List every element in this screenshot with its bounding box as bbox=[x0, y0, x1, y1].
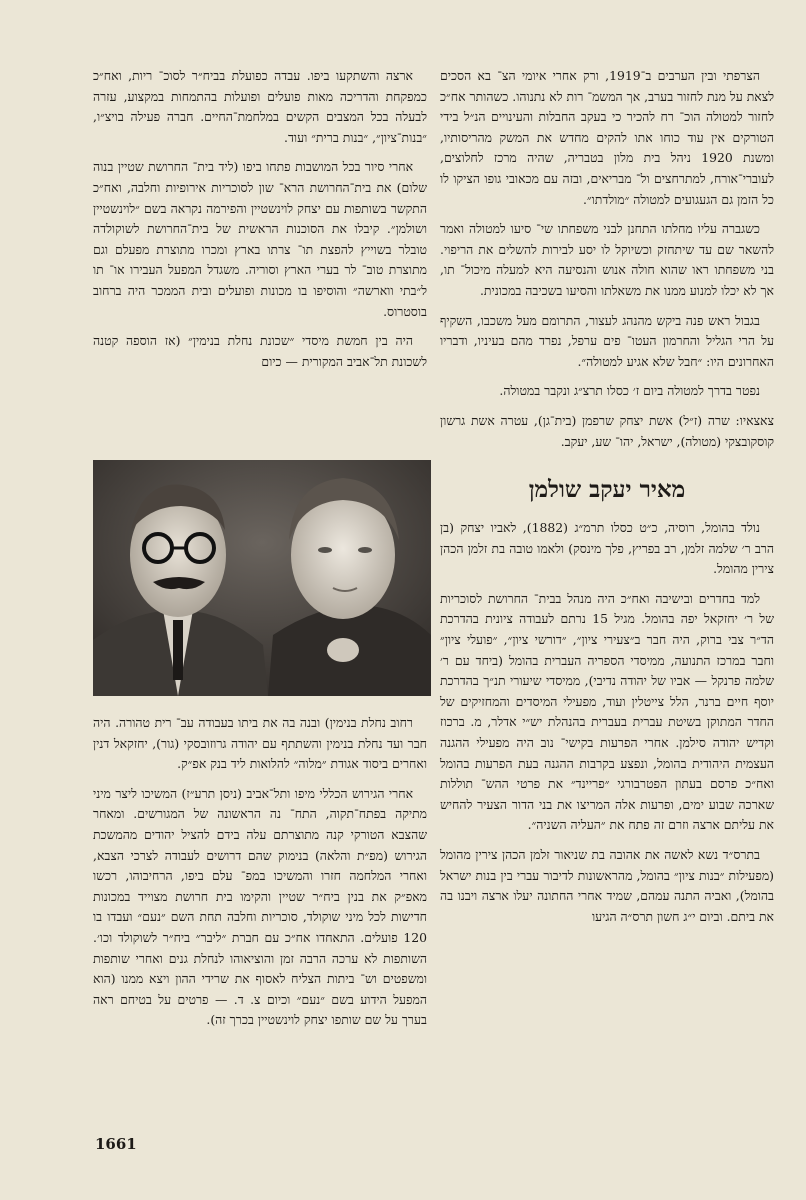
paragraph: אחרי סיור בכל המושבות פתחו ביפו (ליד בית־ החרושת שטיין בנוה שלום) את בית־החרושת הרא־ שון לסוכריות אירופיות וחלבה, ואח״כ התקשר בשותפות עם יצחק לוינשטיין והפירמה נקראה בשם ״לוינשטיין ושולמן״. קיבלו את הסוכנות הראשית של בית־החרושת לשוקולדה טובלר בשוייץ להפצת תו־ צרתו בארץ ומכרו מתוצרת מפעלם וגם מתוצרת טוב־ לר בערי הארץ וסוריה. משגדל המפעל העבירו או־ תו ל״בתי ווארשה״ והוסיפו בו מכונות ופועלים ובית הממכר היה ברחוב בוסטרוס. bbox=[93, 159, 427, 319]
paragraph: הצרפתי ובין הערבים ב־1919, ורק אחרי איומי הצ־ בא הסכים לצאת על מנת לחזור בערב, אך המשמ־ רות לא נתנוהו. כשהותר אח״כ לחזור למטולה הוכ־ רח להכיר כי בעקב החבלות והעינויים הנ״ל בידי הטורקים אין עוד כוחו אתו להקים מחדש את המשק מהריסותיו, ומשנת 1920 ניהל בית מלון בטבריה, שהיה מרכז לחלוצים, לעוברי־אורח, למתרחצים ול־ מבריאים, ובזה עם מכאובי גופו הציקו לו כל הזמן גם הגעגועים למטולה ״מולדתו״. bbox=[440, 68, 774, 207]
entry-heading: מאיר יעקב שולמן bbox=[528, 476, 686, 504]
paragraph: בגבול ראש פנה ביקש מהנהג לעצור, התרומם מעל משכבו, השקיף על הרי הגליל והחרמון העטו־ פים ערפל, נפרד מהם בעיניו, ודבריו האחרונים היו: ״חבל שלא אגיע למטולה״. bbox=[440, 312, 774, 369]
left-column-bottom bbox=[93, 713, 427, 1040]
paragraph: למד בחדרים ובישיבה ואח״כ היה מנהל בבית־ החרושת לסוכריות של ר׳ יחזקאל יפה בהומל. מגיל 15 נרתם לעבודה ציונית בהדרכת הד״ר צבי ברוק, היה חבר ב״צעירי ציון״, ״דורשי ציון״, ״פועלי ציון״ וחבר במרכז התנועה, ממיסדי הספריה העברית בהומל (ביחד עם ר׳ שלמה פרנקל — אביו של יהודה נדיבי), ממיסדי שיעורי תנ״ך בהדרכת יוסף חיים ברנר, הלל צייטלין ועוד, מפעילי המיסדים והמחזיקים של החדר המתוקן בשיטת עברית בעברית בהנהלת יש״י אדלר, מ. ברכוז וקדיש יהודה סילמן. אחרי הפרעות בקישי־ נוב היה מפעילי ההגנה העצמית היהודית בהומל, ונפצע בקרבות ההגנה בעת הפרעות בהומל ואח״כ פרסם בעתון הפטרבורגי ״פריינד״ את פרטי ההש־ תוללות שארכה שבוע ימים, ופרעות אלה המריצו את בני הדור הצעיר להחיש את עליתם ארצה וזרם זה פתח את ״העליה השניה״. bbox=[440, 590, 775, 833]
portrait-photo bbox=[93, 460, 431, 696]
paragraph: כשגברה עליו מחלתו התחנן לבני משפחתו שי־ סיעו למטולה ואמר להשאר שם עד שיתחזק וכשיוקל לו יסע לבירות להשלים את הריפוי. בני משפחתו ראו שהוא חולה אנוש והנסיעה היא למעלה מיכול־ תו, אך לא יכלו למנוע ממנו את משאלתו והסיעו בשכיבה במכונית. bbox=[440, 221, 774, 298]
descendants-list: צאצאיו: שרה (ז״ל) אשת יצחק שרפמן (בית־גן), עטרה אשת גרשון קוסקובצקי (מטולה), ישראל, יהו־ שע, יעקב. bbox=[440, 412, 774, 449]
left-column-top bbox=[93, 66, 427, 381]
paragraph: בתרס״ד נשא לאשה את אהובה בת שניאור זלמן הכהן צירין מהומל (מפעילות ״בנות ציון״ בהומל, מהראשונות לדיבור עברי בין בנות ישראל בהומל), ואביה התנה עמהם, שמיד אחרי החתונה יעלו ארצה ויבנו בה את ביתם. וביום י״ג חשון תרס״ה הגיעו bbox=[440, 847, 774, 924]
paragraph: אחרי הגירוש הכללי מיפו ותל־אביב (ניסן תרע״ז) המשיכו ליצר מיני מתיקה בפתח־תקוה, התח־ נה הראשונה של המגורשים. ומאחר שהצבא הטורקי קנה מתוצרתם עלה בידם להציל יהודים מהמשכת הגירוש (מפ״ת והלאה) בנימוק שהם דרושים לעבודה לצרכי הצבא, ואחרי המלחמה חזרו והמשיכו במפ־ עלם ביפו, הרחיבוהו, רכשו מאפ״ק את בנין ביח״ר שטיין והקימו בית חרושת מצוייד במכונות חדישות לכל מיני שוקולד, סוכריות וחלבה תחת השם ״נעם״ ועבדו בו 120 פועלים. התאחדו אח״כ עם חברת ״ליבר״ ביח״ר לשוקולד וכו׳. השותפות לא ערכה הרבה זמן והוציאוהו לנחלת גנים ואחרי שותפות ומשפטים וש־ ביתות הצליח לאסוף את שרידי ההון ויצא ממנו (הוא המפעל הידוע בשם ״נעם״ וכיום צ. ד. — פרטים על בטיחם ראה בערך על שם שותפו יצחק לוינשטיין בכרך זה). bbox=[93, 785, 427, 1028]
paragraph: נולד בהומל, רוסיה, כ״ט כסלו תרמ״ג (1882), לאביו יצחק (בן הרב ר׳ שלמה זלמן, רב בפריץ, פלך מינסק) ולאמו טובה בת זלמן הכהן צירין מהומל. bbox=[440, 520, 774, 577]
paragraph: רחוב נחלת בנימין) ובנה בה את ביתו בעבודה עב־ רית טהורה. היה חבר ועד נחלת בנימין והשתתף עם יהודה גרוזובסקי (גור), יחזקאל דנין ואחרים ביסוד אגודת ״מלוה״ להלואות ליד בנק אפ״ק. bbox=[93, 715, 427, 772]
page-number: 1661 bbox=[95, 1135, 137, 1153]
paragraph: נפטר בדרך למטולה ביום ז׳ כסלו תרצ״ג ונקבר במטולה. bbox=[499, 383, 760, 399]
right-column bbox=[440, 66, 774, 936]
paragraph: היה בין חמשת מיסדי ״שכונת נחלת בנימין״ (אז הוספה קטנה לשכונת תל־אביב המקורית — כיום bbox=[93, 333, 427, 369]
portrait-image bbox=[93, 460, 431, 696]
paragraph: ארצה והשתקעו ביפו. עבדה כפועלת בביח״ר לסוכ־ ריות, ואח״כ כמפקחת והדריכה מאות פועלים ופועלות בהתמחות במקצוע, עזרה לבעלה בכל המצבים הקשים במלחמת־החיים. חברה פעילה בויצ״ו, ״בנות־ציון״, ״בנות ברית״ ועוד. bbox=[93, 68, 427, 145]
